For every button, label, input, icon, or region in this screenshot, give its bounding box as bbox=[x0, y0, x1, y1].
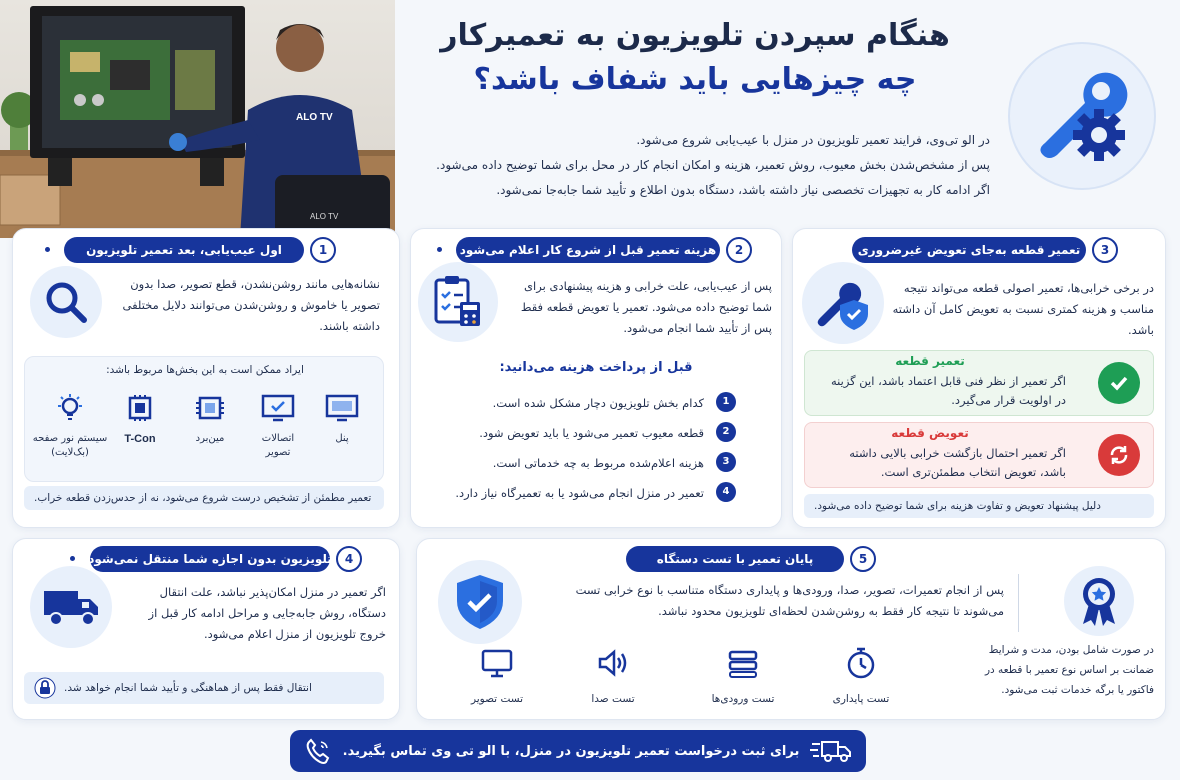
phone-icon bbox=[304, 737, 332, 765]
intro-text bbox=[400, 128, 990, 203]
page-title bbox=[395, 14, 995, 102]
magnifier-icon bbox=[42, 278, 90, 326]
cta-bar[interactable] bbox=[290, 730, 866, 772]
lock-icon bbox=[34, 677, 56, 699]
card4-number: 4 bbox=[336, 546, 362, 572]
card2-dot bbox=[437, 247, 442, 252]
list-item-number: 2 bbox=[716, 422, 736, 442]
list-item-text: کدام بخش تلویزیون دچار مشکل شده است. bbox=[492, 396, 704, 410]
refresh-icon bbox=[1098, 434, 1140, 476]
invoice-calculator-icon bbox=[430, 274, 486, 330]
list-item bbox=[430, 452, 736, 482]
card2-text: پس از عیب‌یابی، علت خرابی و هزینه پیشنهادی برای شما توضیح داده می‌شود. تعمیر یا تعویض قطعه فقط پس از تأیید شما انجام می‌شود. bbox=[520, 279, 772, 335]
card1-number: 1 bbox=[310, 237, 336, 263]
part-panel-label: پنل bbox=[335, 433, 349, 444]
card3-title: تعمیر قطعه به‌جای تعویض غیرضروری bbox=[852, 237, 1086, 263]
card2-list bbox=[430, 392, 736, 512]
part-backlight-label: سیستم نور صفحه (بک‌لایت) bbox=[32, 433, 108, 458]
chip-icon bbox=[193, 393, 227, 423]
list-item bbox=[430, 392, 736, 422]
panel-icon bbox=[325, 393, 359, 423]
ports-icon bbox=[726, 646, 760, 680]
card1-icon-circle bbox=[30, 266, 102, 338]
card2-title: هزینه تعمیر قبل از شروع کار اعلام می‌شود bbox=[456, 237, 720, 263]
test-picture-label: تست تصویر bbox=[470, 693, 524, 705]
list-item-number: 1 bbox=[716, 392, 736, 412]
award-icon-circle bbox=[1064, 566, 1134, 636]
wrench-shield-icon bbox=[814, 274, 872, 332]
hero-photo bbox=[0, 0, 395, 238]
card4-icon-circle bbox=[30, 566, 112, 648]
lightbulb-icon bbox=[53, 393, 87, 423]
replace-option-title: تعویض قطعه bbox=[891, 426, 969, 440]
card5-warranty-text: در صورت شامل بودن، مدت و شرایط ضمانت بر اساس نوع تعمیر با قطعه در فاکتور یا برگه خدمات ثبت می‌شود. bbox=[984, 644, 1154, 696]
card2-number: 2 bbox=[726, 237, 752, 263]
test-audio bbox=[570, 646, 656, 705]
shield-check-icon bbox=[453, 573, 507, 631]
card2-icon-circle bbox=[418, 262, 498, 342]
card3-text: در برخی خرابی‌ها، تعمیر اصولی قطعه می‌تواند نتیجه مناسب و هزینه کمتری نسبت به تعویض کامل آن داشته باشد. bbox=[892, 281, 1154, 337]
list-item bbox=[430, 422, 736, 452]
truck-icon bbox=[42, 585, 100, 629]
card1-dot bbox=[45, 247, 50, 252]
intro-line-3: اگر ادامه کار به تجهیزات تخصصی نیاز داشته باشد، دستگاه بدون اطلاع و تأیید شما جابه‌جا نمی‌شود. bbox=[496, 183, 990, 197]
test-inputs-label: تست ورودی‌ها bbox=[711, 693, 775, 705]
part-connections-label: اتصالات تصویر bbox=[261, 433, 295, 458]
list-item-text: قطعه معیوب تعمیر می‌شود یا باید تعویض شود. bbox=[479, 426, 704, 440]
test-stability-label: تست پایداری bbox=[832, 693, 890, 705]
delivery-truck-icon bbox=[810, 738, 852, 764]
part-mainboard bbox=[180, 393, 240, 446]
list-item-number: 4 bbox=[716, 482, 736, 502]
card1-note: تعمیر مطمئن از تشخیص درست شروع می‌شود، نه از حدس‌زدن قطعه خراب. bbox=[24, 486, 384, 510]
card3-icon-circle bbox=[802, 262, 884, 344]
replace-option-text: اگر تعمیر احتمال بازگشت خرابی بالایی داشته باشد، تعویض انتخاب مطمئن‌تری است. bbox=[849, 446, 1066, 479]
tools-emblem bbox=[1008, 42, 1156, 190]
test-inputs bbox=[700, 646, 786, 705]
test-picture bbox=[454, 646, 540, 705]
card5-icon-circle bbox=[438, 560, 522, 644]
intro-line-1: در الو تی‌وی، فرایند تعمیر تلویزیون در منزل با عیب‌یابی شروع می‌شود. bbox=[636, 133, 990, 147]
part-connections bbox=[248, 393, 308, 460]
monitor-check-icon bbox=[261, 393, 295, 423]
card5-title: پایان تعمیر با تست دستگاه bbox=[626, 546, 844, 572]
cta-text: برای ثبت درخواست تعمیر تلویزیون در منزل، با الو تی وی تماس بگیرید. bbox=[342, 743, 800, 759]
test-stability bbox=[818, 646, 904, 705]
card5-text: پس از انجام تعمیرات، تصویر، صدا، ورودی‌ها و پایداری دستگاه متناسب با نوع خرابی تست می‌شوند تا نتیجه کار فقط به روشن‌شدن لحظه‌ای تلویزیون محدود نباشد. bbox=[575, 583, 1004, 618]
photo-brand-label: ALO TV bbox=[296, 112, 333, 123]
card4-title: تلویزیون بدون اجازه شما منتقل نمی‌شود bbox=[90, 546, 330, 572]
tv-icon bbox=[480, 646, 514, 680]
wrench-gear-icon bbox=[1027, 61, 1137, 171]
card1-parts-title: ایراد ممکن است به این بخش‌ها مربوط باشد: bbox=[106, 364, 304, 376]
card5-divider bbox=[1018, 574, 1019, 632]
card2-list-title: قبل از پرداخت هزینه می‌دانید: bbox=[499, 360, 693, 375]
tcon-chip-icon bbox=[123, 393, 157, 423]
list-item-number: 3 bbox=[716, 452, 736, 472]
award-medal-icon bbox=[1077, 576, 1121, 626]
card1-title: اول عیب‌یابی، بعد تعمیر تلویزیون bbox=[64, 237, 304, 263]
repair-option-title: تعمیر قطعه bbox=[895, 354, 965, 368]
stopwatch-icon bbox=[844, 646, 878, 680]
card4-note bbox=[24, 672, 384, 704]
photo-bag-label: ALO TV bbox=[310, 212, 339, 221]
speaker-icon bbox=[596, 646, 630, 680]
test-audio-label: تست صدا bbox=[591, 693, 635, 705]
title-line-2: چه چیزهایی باید شفاف باشد؟ bbox=[473, 62, 917, 97]
part-tcon-label: T-Con bbox=[124, 433, 156, 445]
check-icon bbox=[1098, 362, 1140, 404]
card4-dot bbox=[70, 556, 75, 561]
card4-note-text: انتقال فقط پس از هماهنگی و تأیید شما انجام خواهد شد. bbox=[64, 682, 312, 694]
card4-text: اگر تعمیر در منزل امکان‌پذیر نباشد، علت انتقال دستگاه، روش جابه‌جایی و مراحل ادامه کار قبل از خروج تلویزیون از منزل اعلام می‌شود. bbox=[148, 585, 386, 641]
part-backlight bbox=[32, 393, 108, 460]
intro-line-2: پس از مشخص‌شدن بخش معیوب، روش تعمیر، هزینه و امکان انجام کار در محل برای شما توضیح داده می‌شود. bbox=[436, 158, 990, 172]
part-mainboard-label: مین‌برد bbox=[195, 433, 225, 444]
list-item-text: تعمیر در منزل انجام می‌شود یا به تعمیرگاه نیاز دارد. bbox=[455, 486, 704, 500]
list-item-text: هزینه اعلام‌شده مربوط به چه خدماتی است. bbox=[492, 456, 704, 470]
card3-note: دلیل پیشنهاد تعویض و تفاوت هزینه برای شما توضیح داده می‌شود. bbox=[804, 494, 1154, 518]
card1-text: نشانه‌هایی مانند روشن‌نشدن، قطع تصویر، صدا بدون تصویر یا خاموش و روشن‌شدن می‌توانند دلایل مختلفی داشته باشند. bbox=[122, 277, 380, 333]
part-tcon bbox=[110, 393, 170, 446]
card3-number: 3 bbox=[1092, 237, 1118, 263]
card5-number: 5 bbox=[850, 546, 876, 572]
list-item bbox=[430, 482, 736, 512]
title-line-1: هنگام سپردن تلویزیون به تعمیرکار bbox=[440, 18, 950, 53]
technician-illustration bbox=[0, 0, 395, 238]
repair-option-text: اگر تعمیر از نظر فنی قابل اعتماد باشد، این گزینه در اولویت قرار می‌گیرد. bbox=[830, 374, 1066, 407]
part-panel bbox=[312, 393, 372, 446]
